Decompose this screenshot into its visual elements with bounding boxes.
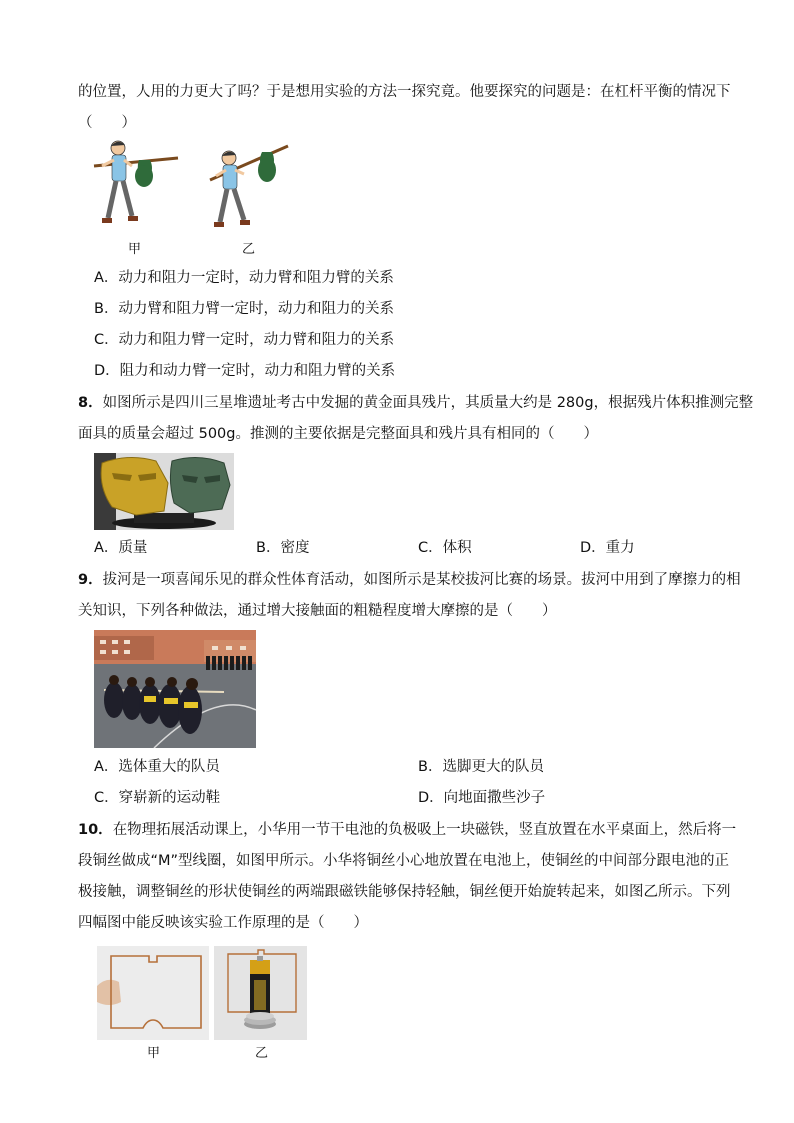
- q9-option-b: B．选脚更大的队员: [418, 759, 544, 775]
- q7-caption-jia: 甲: [128, 242, 142, 257]
- q10-photo-yi: [214, 946, 307, 1040]
- q8-line1: 如图所示是四川三星堆遗址考古中发掘的黄金面具残片，其质量大约是 280g，根据残片体积推测完整: [102, 395, 754, 411]
- q10-caption-yi: 乙: [255, 1046, 269, 1061]
- q7-figure: [92, 138, 292, 236]
- q8-option-b: B．密度: [256, 540, 310, 556]
- q7-text-line2: （ ）: [78, 115, 136, 131]
- q7-caption-yi: 乙: [242, 242, 256, 257]
- q10-line1: 在物理拓展活动课上，小华用一节干电池的负极吸上一块磁铁，竖直放置在水平桌面上，然后将一: [112, 822, 737, 838]
- q10-number: 10．: [78, 822, 113, 838]
- q7-option-d: D．阻力和动力臂一定时，动力和阻力臂的关系: [94, 363, 396, 379]
- battery-motor-photo: [214, 946, 307, 1040]
- q7-option-c: C．动力和阻力臂一定时，动力臂和阻力的关系: [94, 332, 395, 348]
- q10-caption-jia: 甲: [147, 1046, 161, 1061]
- q10-text-line2: 段铜丝做成“M”型线圈，如图甲所示。小华将铜丝小心地放置在电池上，使铜丝的中间部分跟电池的正: [78, 853, 730, 869]
- tug-of-war-photo: [94, 630, 256, 748]
- porter-jia: [94, 141, 178, 223]
- q10-text-line4: 四幅图中能反映该实验工作原理的是（ ）: [78, 915, 368, 931]
- q9-option-c: C．穿崭新的运动鞋: [94, 790, 221, 806]
- q8-number: 8．: [78, 395, 103, 411]
- q9-line1: 拔河是一项喜闻乐见的群众性体育活动，如图所示是某校拔河比赛的场景。拔河中用到了摩擦力的相: [102, 572, 741, 588]
- porter-yi: [210, 146, 288, 227]
- q10-photo-jia: [97, 946, 209, 1040]
- sanxingdui-mask-photo: [94, 453, 234, 530]
- q9-number: 9．: [78, 572, 103, 588]
- m-shaped-copper-coil-photo: [97, 946, 209, 1040]
- q8-text-line2: 面具的质量会超过 500g。推测的主要依据是完整面具和残片具有相同的（ ）: [78, 426, 598, 442]
- q9-text-line1: [78, 570, 741, 590]
- q8-option-c: C．体积: [418, 540, 472, 556]
- q8-text-line1: [78, 393, 753, 413]
- q9-text-line2: 关知识，下列各种做法，通过增大接触面的粗糙程度增大摩擦的是（ ）: [78, 603, 557, 619]
- q7-text-line1: 的位置，人用的力更大了吗？于是想用实验的方法一探究竟。他要探究的问题是：在杠杆平衡的情况下: [78, 84, 731, 100]
- porters-illustration: [92, 138, 292, 236]
- q9-tug-of-war-photo: [94, 630, 256, 748]
- q10-text-line1: [78, 820, 736, 840]
- q7-option-b: B．动力臂和阻力臂一定时，动力和阻力的关系: [94, 301, 394, 317]
- q8-option-d: D．重力: [580, 540, 635, 556]
- q7-option-a: A．动力和阻力一定时，动力臂和阻力臂的关系: [94, 270, 394, 286]
- q9-option-d: D．向地面撒些沙子: [418, 790, 546, 806]
- q8-option-a: A．质量: [94, 540, 148, 556]
- q9-option-a: A．选体重大的队员: [94, 759, 220, 775]
- q10-text-line3: 极接触，调整铜丝的形状使铜丝的两端跟磁铁能够保持轻触，铜丝便开始旋转起来，如图乙所示。下列: [78, 884, 731, 900]
- q8-mask-photo: [94, 453, 234, 530]
